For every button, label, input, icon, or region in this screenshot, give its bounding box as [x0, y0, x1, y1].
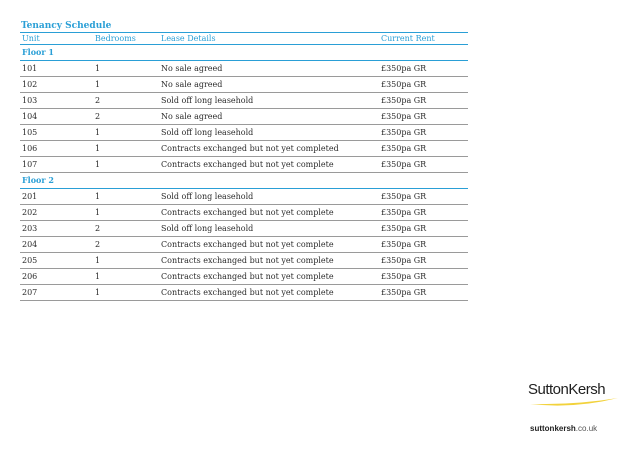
- lease-details-cell: Contracts exchanged but not yet complete: [159, 253, 379, 269]
- bedrooms-cell: 2: [93, 237, 159, 253]
- bedrooms-cell: 1: [93, 157, 159, 173]
- bedrooms-cell: 1: [93, 61, 159, 77]
- unit-cell: 101: [20, 61, 93, 77]
- lease-details-cell: Contracts exchanged but not yet complete: [159, 205, 379, 221]
- bedrooms-cell: 2: [93, 109, 159, 125]
- unit-cell: 207: [20, 285, 93, 301]
- unit-cell: 106: [20, 141, 93, 157]
- current-rent-cell: £350pa GR: [379, 77, 468, 93]
- bedrooms-cell: 2: [93, 221, 159, 237]
- unit-cell: 102: [20, 77, 93, 93]
- floor-heading-row: [20, 173, 468, 189]
- current-rent-cell: £350pa GR: [379, 109, 468, 125]
- current-rent-cell: £350pa GR: [379, 157, 468, 173]
- table-row: [20, 141, 468, 157]
- current-rent-cell: £350pa GR: [379, 269, 468, 285]
- document-title: Tenancy Schedule: [21, 21, 112, 31]
- unit-cell: 104: [20, 109, 93, 125]
- table-row: [20, 269, 468, 285]
- lease-details-cell: No sale agreed: [159, 77, 379, 93]
- lease-details-cell: Sold off long leasehold: [159, 189, 379, 205]
- current-rent-cell: £350pa GR: [379, 61, 468, 77]
- unit-cell: 202: [20, 205, 93, 221]
- floor-heading-row: [20, 45, 468, 61]
- floor-label: Floor 1: [20, 45, 468, 61]
- lease-details-cell: No sale agreed: [159, 109, 379, 125]
- unit-cell: 203: [20, 221, 93, 237]
- table-row: [20, 189, 468, 205]
- table-row: [20, 205, 468, 221]
- current-rent-cell: £350pa GR: [379, 253, 468, 269]
- current-rent-cell: £350pa GR: [379, 237, 468, 253]
- bedrooms-cell: 1: [93, 125, 159, 141]
- logo-swoosh-icon: [528, 395, 620, 409]
- current-rent-cell: £350pa GR: [379, 221, 468, 237]
- bedrooms-cell: 2: [93, 93, 159, 109]
- table-row: [20, 157, 468, 173]
- current-rent-cell: £350pa GR: [379, 189, 468, 205]
- table-row: [20, 125, 468, 141]
- lease-details-cell: No sale agreed: [159, 61, 379, 77]
- lease-details-cell: Contracts exchanged but not yet complete: [159, 285, 379, 301]
- tenancy-schedule-table: [20, 32, 468, 301]
- lease-details-cell: Sold off long leasehold: [159, 125, 379, 141]
- website-tld: .co.uk: [575, 424, 598, 433]
- table-row: [20, 285, 468, 301]
- unit-cell: 206: [20, 269, 93, 285]
- bedrooms-cell: 1: [93, 77, 159, 93]
- table-row: [20, 237, 468, 253]
- bedrooms-cell: 1: [93, 285, 159, 301]
- lease-details-cell: Contracts exchanged but not yet complete: [159, 269, 379, 285]
- website-domain: suttonkersh: [530, 424, 576, 433]
- unit-cell: 105: [20, 125, 93, 141]
- unit-cell: 107: [20, 157, 93, 173]
- table-row: [20, 221, 468, 237]
- unit-cell: 103: [20, 93, 93, 109]
- current-rent-cell: £350pa GR: [379, 285, 468, 301]
- bedrooms-cell: 1: [93, 205, 159, 221]
- header-current-rent: Current Rent: [379, 33, 468, 45]
- floor-label: Floor 2: [20, 173, 468, 189]
- suttonkersh-logo: [528, 381, 620, 411]
- bedrooms-cell: 1: [93, 141, 159, 157]
- table-row: [20, 61, 468, 77]
- table-row: [20, 77, 468, 93]
- lease-details-cell: Sold off long leasehold: [159, 221, 379, 237]
- current-rent-cell: £350pa GR: [379, 205, 468, 221]
- unit-cell: 204: [20, 237, 93, 253]
- bedrooms-cell: 1: [93, 253, 159, 269]
- lease-details-cell: Contracts exchanged but not yet complete: [159, 237, 379, 253]
- current-rent-cell: £350pa GR: [379, 93, 468, 109]
- header-unit: Unit: [20, 33, 93, 45]
- unit-cell: 205: [20, 253, 93, 269]
- lease-details-cell: Contracts exchanged but not yet completed: [159, 141, 379, 157]
- table-row: [20, 109, 468, 125]
- website-link[interactable]: [530, 424, 597, 433]
- lease-details-cell: Sold off long leasehold: [159, 93, 379, 109]
- table-row: [20, 93, 468, 109]
- table-row: [20, 253, 468, 269]
- header-lease-details: Lease Details: [159, 33, 379, 45]
- current-rent-cell: £350pa GR: [379, 141, 468, 157]
- lease-details-cell: Contracts exchanged but not yet complete: [159, 157, 379, 173]
- bedrooms-cell: 1: [93, 269, 159, 285]
- logo-text: SuttonKersh: [528, 381, 606, 398]
- bedrooms-cell: 1: [93, 189, 159, 205]
- current-rent-cell: £350pa GR: [379, 125, 468, 141]
- table-body: [20, 45, 468, 301]
- header-bedrooms: Bedrooms: [93, 33, 159, 45]
- table-header-row: [20, 33, 468, 45]
- unit-cell: 201: [20, 189, 93, 205]
